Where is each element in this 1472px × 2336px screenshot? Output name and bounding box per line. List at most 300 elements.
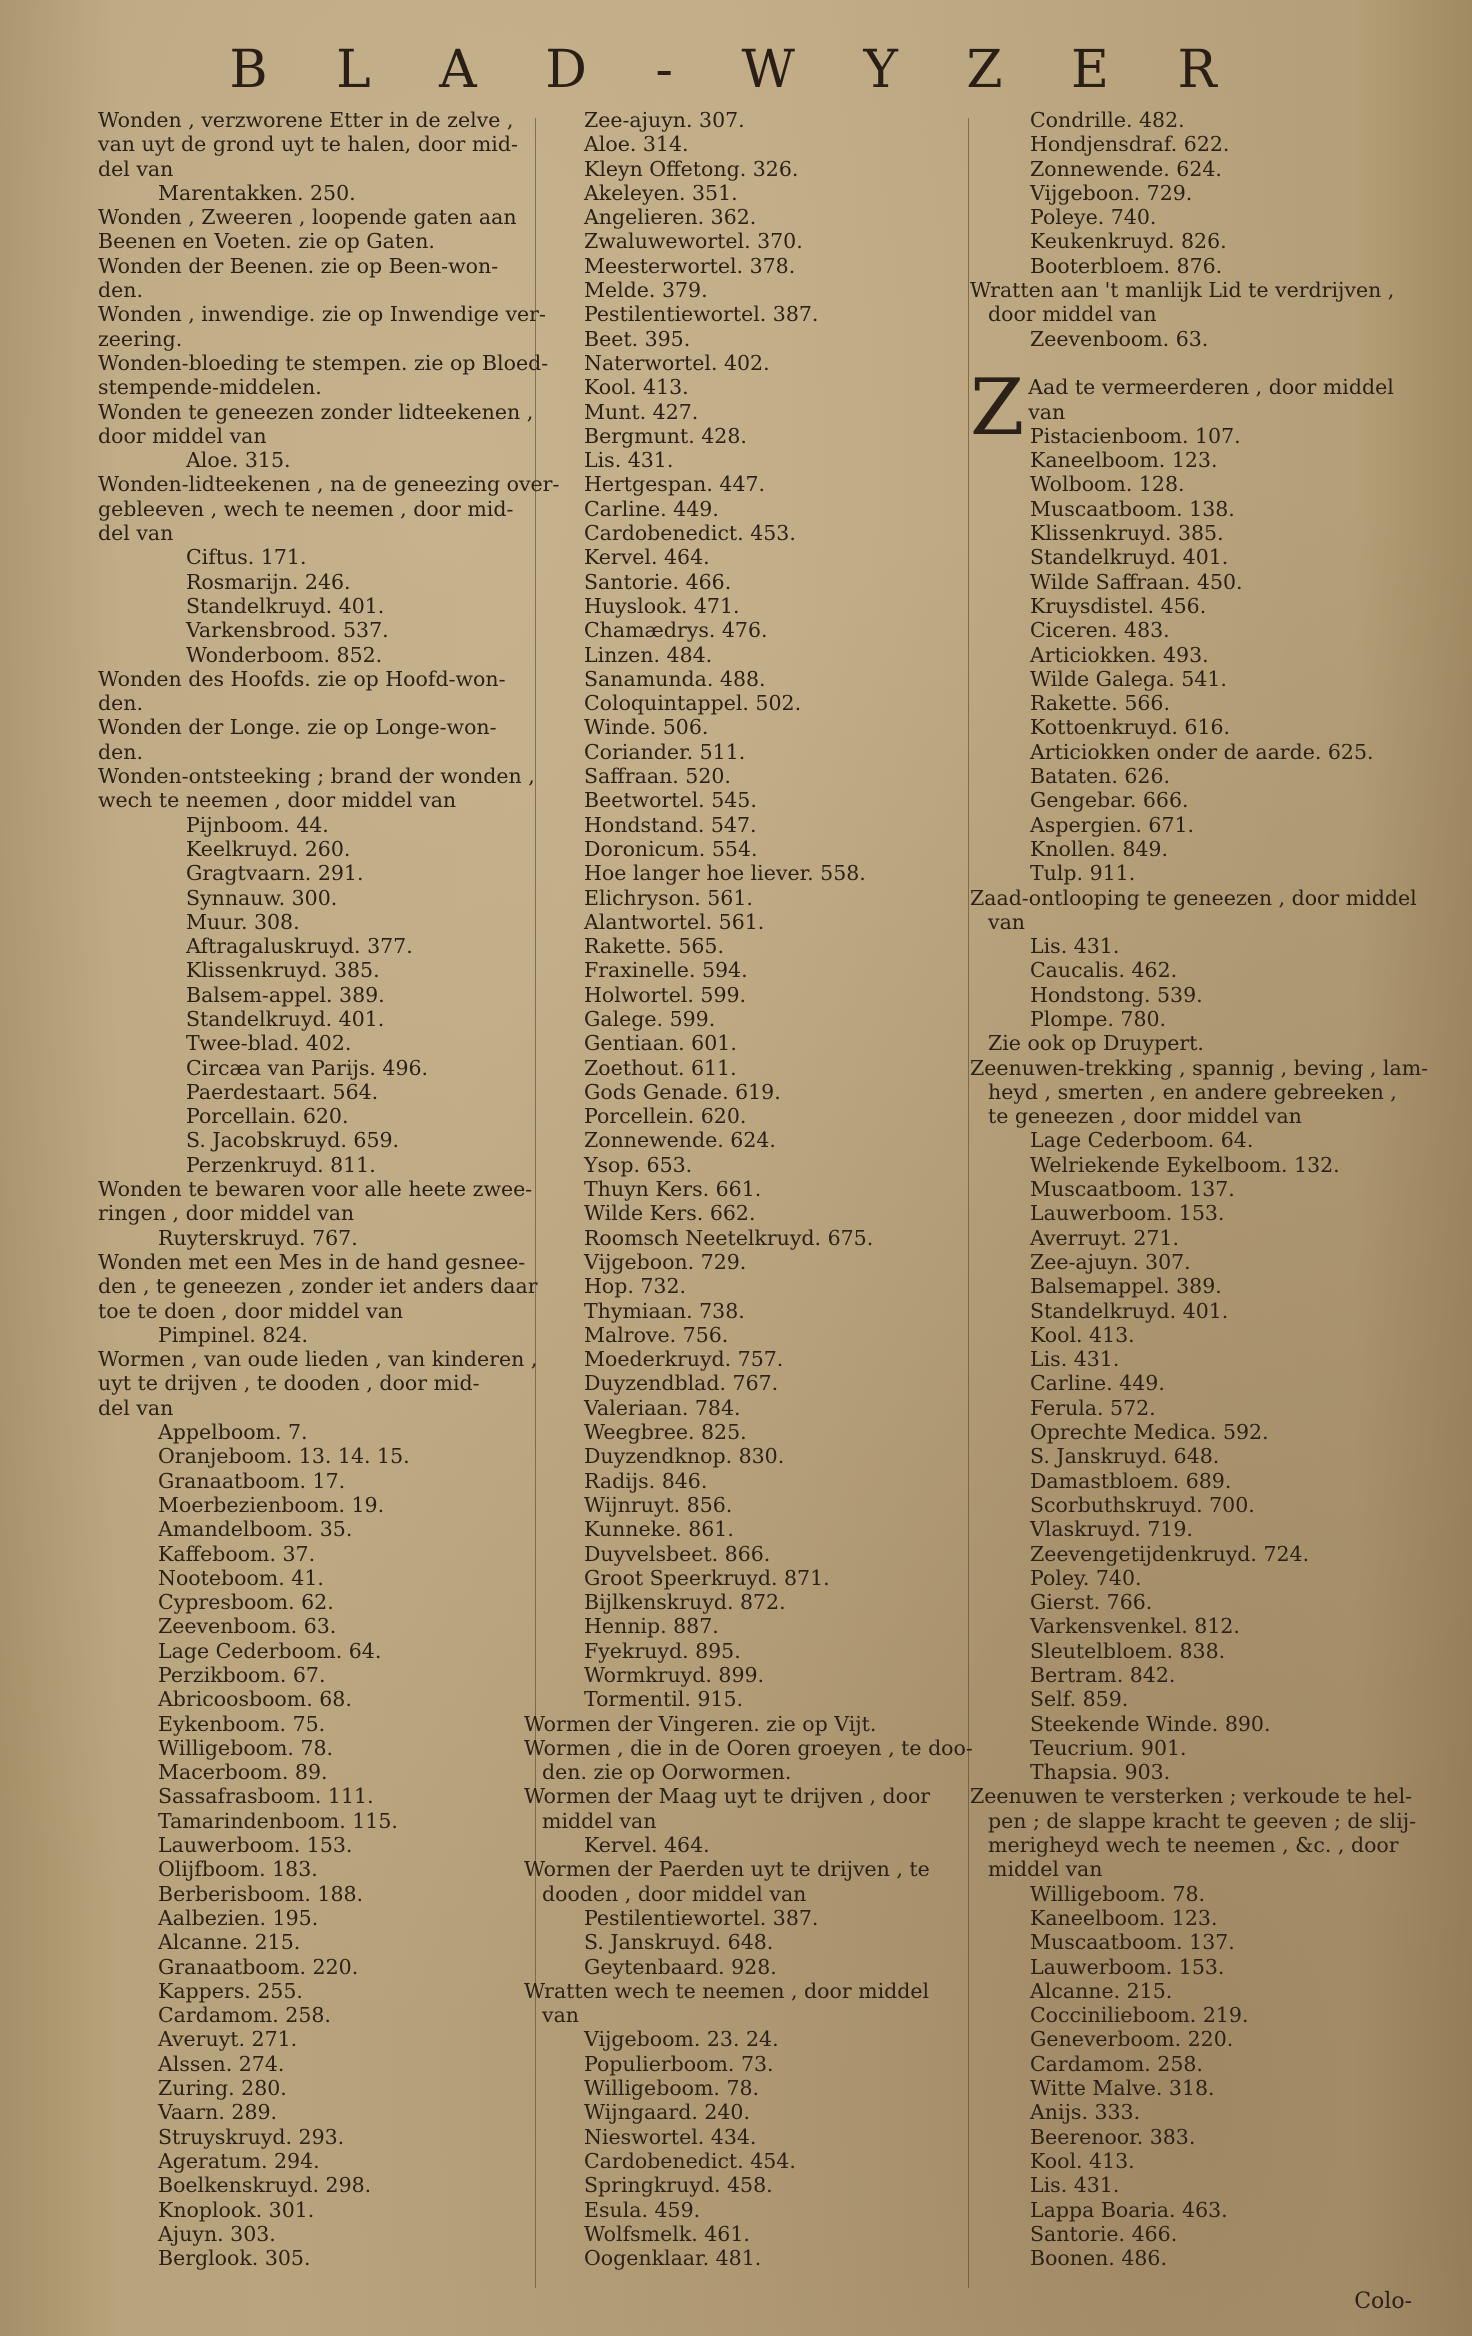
index-line [970,1444,1390,1468]
index-line [98,2076,530,2100]
index-line-text: Paerdestaart. 564. [186,1079,379,1104]
index-line [970,1614,1390,1638]
index-line-text: Gierst. 766. [1030,1590,1153,1615]
index-line [524,1347,954,1371]
index-line [98,837,530,861]
index-line-text: Zaad-ontlooping te geneezen , door middel [970,885,1417,910]
index-line [98,691,530,715]
index-line [970,861,1390,885]
index-line [970,570,1390,594]
index-line-text: door middel van [988,302,1157,327]
index-line-text: Aloe. 315. [186,448,291,473]
index-line [524,1517,954,1541]
index-line [524,1566,954,1590]
index-line-text: Carline. 449. [584,496,719,521]
index-line-text: Kaffeboom. 37. [158,1541,316,1566]
index-line [524,1639,954,1663]
index-line [524,861,954,885]
index-line [524,1493,954,1517]
index-line [524,934,954,958]
index-line-text: Oranjeboom. 13. 14. 15. [158,1444,410,1469]
index-line [524,2125,954,2149]
index-line [524,1031,954,1055]
index-line-text: van [542,2003,580,2028]
index-line-text: Chamædrys. 476. [584,618,768,643]
index-line-text: Groot Speerkruyd. 871. [584,1565,830,1590]
index-line-text: stempende-middelen. [98,375,322,400]
index-line [98,1833,530,1857]
index-line-text: Tamarindenboom. 115. [158,1808,398,1833]
index-line [524,643,954,667]
index-line [524,1663,954,1687]
index-line [98,1347,538,1372]
index-line [98,764,535,789]
index-line [524,2100,954,2124]
index-line [970,2222,1390,2246]
index-line [98,1712,530,1736]
index-line-text: Linzen. 484. [584,642,713,667]
index-line [524,2149,954,2173]
index-line [970,1784,1413,1809]
index-line [524,278,954,302]
index-line-text: Thapsia. 903. [1030,1760,1171,1785]
index-line [98,472,560,497]
index-line-text: van [1028,399,1066,424]
index-line [98,1201,530,1225]
index-line-text: Eykenboom. 75. [158,1711,326,1736]
index-line [970,1226,1390,1250]
index-line-text: Cardobenedict. 454. [584,2148,796,2173]
index-line [98,1371,530,1395]
index-line-text: Condrille. 482. [1030,108,1185,132]
index-line [98,861,530,885]
index-line [98,1056,530,1080]
index-line [970,885,1417,910]
index-line-text: Zie ook op Druypert. [988,1031,1204,1056]
index-line [970,983,1390,1007]
index-line [970,2173,1390,2197]
index-line [98,813,530,837]
index-line-text: Elichryson. 561. [584,885,753,910]
index-line [970,1177,1390,1201]
index-line [98,254,530,278]
index-line-text: Wolboom. 128. [1030,472,1185,497]
index-line-text: Sleutelbloem. 838. [1030,1638,1226,1663]
index-line [98,934,530,958]
index-line-text: Thuyn Kers. 661. [584,1177,762,1202]
index-line-text: Wratten wech te neemen , door middel [524,1978,930,2003]
index-line [970,2052,1390,2076]
index-line-text: gebleeven , wech te neemen , door mid- [98,496,514,521]
index-line-text: Keelkruyd. 260. [186,836,351,861]
index-line [98,886,530,910]
index-line [98,1517,530,1541]
index-line [98,618,530,642]
index-line-text: Wonden met een Mes in de hand gesnee- [98,1249,526,1274]
index-line-text: Valeriaan. 784. [584,1395,741,1420]
index-line-text: Zonnewende. 624. [1030,156,1222,181]
index-line-text: Lage Cederboom. 64. [158,1638,382,1663]
index-line [524,1735,973,1760]
index-line-text: Nieswortel. 434. [584,2124,757,2149]
index-line-text: del van [98,521,174,546]
index-line-text: Wonden , Zweeren , loopende gaten aan [98,205,517,230]
index-line [970,1323,1390,1347]
index-line-text: Galege. 599. [584,1006,716,1031]
index-line-text: Wilde Saffraan. 450. [1030,569,1243,594]
index-line-text: Hondstand. 547. [584,812,757,837]
index-line [524,1979,954,2003]
index-line-text: Plompe. 780. [1030,1006,1167,1031]
index-line [970,351,1390,375]
index-line [98,132,530,156]
index-line [98,1736,530,1760]
index-line [524,1007,954,1031]
index-line-text: Kaneelboom. 123. [1030,448,1218,473]
index-line-text: Oprechte Medica. 592. [1030,1420,1269,1445]
index-line [970,327,1390,351]
catchword: Colo- [1354,2289,1412,2314]
index-line-text: Perzenkruyd. 811. [186,1152,376,1177]
index-line [970,157,1390,181]
index-line-text: Wormen der Vingeren. zie op Vijt. [524,1711,877,1736]
index-line-text: Tormentil. 915. [584,1687,744,1712]
index-line-text: Wolfsmelk. 461. [584,2221,750,2246]
index-line [98,715,530,739]
index-line-text: Duyvelsbeet. 866. [584,1541,771,1566]
index-line [970,181,1390,205]
index-line [970,1274,1390,1298]
index-line-text: van uyt de grond uyt te halen, door mid- [98,132,518,157]
index-line [970,400,1390,424]
index-line [98,1955,530,1979]
index-line [524,327,954,351]
index-line-text: Wonden der Beenen. zie op Been-won- [98,253,499,278]
index-line-text: Moederkruyd. 757. [584,1347,784,1372]
index-line-text: del van [98,156,174,181]
index-line [970,1906,1390,1930]
index-line-text: Ysop. 653. [584,1152,693,1177]
index-line-text: Meesterwortel. 378. [584,253,796,278]
index-line-text: Wonderboom. 852. [186,642,383,667]
index-line [970,2100,1390,2124]
index-line [524,813,954,837]
index-line [98,2125,530,2149]
index-line [970,1396,1390,1420]
index-line [524,1177,954,1201]
index-line-text: Ferula. 572. [1030,1395,1156,1420]
index-line-text: Standelkruyd. 401. [1030,545,1229,570]
index-line [524,1274,954,1298]
index-line-text: Kool. 413. [1030,1322,1135,1347]
index-line-text: Fraxinelle. 594. [584,958,748,983]
index-line [98,375,530,399]
index-line-text: Zuring. 280. [158,2076,287,2101]
index-line [524,521,954,545]
index-line-text: Wilde Kers. 662. [584,1201,756,1226]
index-line-text: Muscaatboom. 138. [1030,496,1235,521]
index-line-text: den , te geneezen , zonder iet anders daar [98,1274,538,1299]
index-line-text: Bergmunt. 428. [584,423,747,448]
index-line [524,545,954,569]
index-line-text: Anijs. 333. [1030,2100,1141,2125]
index-line [524,910,954,934]
index-line-text: Moerbezienboom. 19. [158,1492,385,1517]
index-line [970,1542,1390,1566]
index-line-text: Cypresboom. 62. [158,1590,334,1615]
index-line-text: Rakette. 565. [584,934,724,959]
index-line-text: Ajuyn. 303. [158,2221,276,2246]
column-rule-right [968,118,969,2288]
index-line [970,2246,1390,2270]
index-line-text: Klissenkruyd. 385. [1030,521,1224,546]
index-line-text: Cardamom. 258. [158,2003,331,2028]
index-line-text: pen ; de slappe kracht te geeven ; de slij- [988,1808,1417,1833]
index-line-text: Standelkruyd. 401. [1030,1298,1229,1323]
index-line [970,472,1390,496]
index-line [98,958,530,982]
index-line [970,910,1390,934]
index-line [98,1930,530,1954]
index-line [524,2198,954,2222]
index-line [970,1808,1417,1833]
index-line-text: Naterwortel. 402. [584,350,770,375]
index-line [524,1930,954,1954]
index-line-text: Melde. 379. [584,278,708,303]
index-line-text: Duyzendblad. 767. [584,1371,779,1396]
index-line-text: Articiokken onder de aarde. 625. [1030,739,1374,764]
index-line [524,2173,954,2197]
index-line [970,1639,1390,1663]
index-line [524,1882,954,1906]
index-line-text: Knoplook. 301. [158,2197,315,2222]
index-line [970,1469,1390,1493]
index-line [524,1250,954,1274]
index-line [524,1469,954,1493]
index-line-text: Gentiaan. 601. [584,1031,737,1056]
index-line-text: Wijnruyt. 856. [584,1492,733,1517]
index-line-text: Varkensvenkel. 812. [1030,1614,1240,1639]
index-line [98,910,530,934]
index-line-text: Steekende Winde. 890. [1030,1711,1271,1736]
index-line-text: Granaatboom. 17. [158,1468,346,1493]
index-line [524,1323,954,1347]
index-line [98,1857,530,1881]
index-line [970,2003,1390,2027]
index-line-text: heyd , smerten , en andere gebreeken , [988,1079,1397,1104]
index-line [970,1687,1390,1711]
index-line [524,1226,954,1250]
index-line [970,1590,1390,1614]
index-line [970,2198,1390,2222]
index-line [98,1542,530,1566]
index-line [524,400,954,424]
index-column-1 [98,108,560,2271]
index-line [524,1955,954,1979]
index-line [970,1299,1390,1323]
index-line-text: Varkensbrood. 537. [186,618,389,643]
index-line-text: del van [98,1395,174,1420]
index-line [98,1396,530,1420]
index-line [524,2076,954,2100]
index-line [98,1323,530,1347]
index-line [98,1882,530,1906]
index-line-text: Marentakken. 250. [158,180,356,205]
index-line [524,108,954,132]
index-line [524,1712,954,1736]
index-line-text: door middel van [98,423,267,448]
index-line [98,2100,530,2124]
index-line-text: Berberisboom. 188. [158,1881,364,1906]
index-line [98,205,530,229]
index-line [524,1299,954,1323]
index-line-text: Winde. 506. [584,715,709,740]
index-line-text: Teucrium. 901. [1030,1735,1187,1760]
index-line-text: den. [98,278,143,303]
drop-capital: Z [970,363,1025,454]
index-line-text: Wormen , die in de Ooren groeyen , te doo- [524,1735,973,1760]
index-line-text: Beerenoor. 383. [1030,2124,1196,2149]
index-line-text: Sassafrasboom. 111. [158,1784,374,1809]
index-column-2 [524,108,973,2271]
index-line [970,837,1390,861]
index-line-text: Wormen , van oude lieden , van kinderen , [98,1347,538,1372]
index-line-text: den. zie op Oorwormen. [542,1760,792,1785]
index-line [970,1736,1390,1760]
index-line [98,278,530,302]
index-line-text: Wormen der Paerden uyt te drijven , te [524,1857,930,1882]
index-line [970,1712,1390,1736]
index-line-text: Bertram. 842. [1030,1663,1176,1687]
index-line [970,1517,1390,1541]
index-line [970,934,1390,958]
index-line-text: Hertgespan. 447. [584,472,766,497]
index-line [98,108,530,132]
index-line [970,205,1390,229]
index-line-text: Zonnewende. 624. [584,1128,776,1153]
index-line [970,667,1390,691]
index-line [524,2246,954,2270]
index-line [970,278,1395,303]
index-line-text: Kool. 413. [1030,2148,1135,2173]
index-line [524,472,954,496]
index-line [524,181,954,205]
index-line [970,229,1390,253]
index-line [524,570,954,594]
index-line [98,181,530,205]
index-line [98,2003,530,2027]
index-line-text: Kaneelboom. 123. [1030,1905,1218,1930]
index-line-text: Fyekruyd. 895. [584,1638,741,1663]
index-line [524,1833,954,1857]
index-line [98,1031,530,1055]
index-line [524,157,954,181]
index-line [524,229,954,253]
index-line-text: Averuyt. 271. [158,2027,298,2052]
index-line-text: Standelkruyd. 401. [186,593,385,618]
index-line-text: Knollen. 849. [1030,836,1168,861]
index-line-text: Zeenuwen-trekking , spannig , beving , lam- [970,1055,1429,1080]
index-line-text: middel van [542,1808,657,1833]
index-line [98,1979,530,2003]
index-line-text: Hop. 732. [584,1274,687,1299]
index-line-text: Santorie. 466. [584,569,732,594]
index-line [524,1784,954,1808]
index-line-text: Bataten. 626. [1030,764,1170,789]
index-line [524,837,954,861]
index-line [524,351,954,375]
index-line [98,350,549,375]
index-line-text: Doronicum. 554. [584,836,758,861]
index-line-text: Beetwortel. 545. [584,788,757,813]
index-line [970,1663,1390,1687]
index-line-text: Kunneke. 861. [584,1517,734,1542]
index-line-text: Santorie. 466. [1030,2221,1178,2246]
index-line [98,1784,530,1808]
index-line [970,497,1390,521]
index-line [970,1955,1390,1979]
index-column-3 [970,108,1429,2271]
index-line-text: Lauwerboom. 153. [158,1833,353,1858]
index-line [98,399,534,424]
index-line-text: Alssen. 274. [158,2051,285,2076]
index-line [970,2027,1390,2051]
index-line-text: Pestilentiewortel. 387. [584,302,819,327]
index-line-text: Lage Cederboom. 64. [1030,1128,1254,1153]
index-line-text: Witte Malve. 318. [1030,2076,1215,2101]
index-line [524,1760,954,1784]
index-line [98,1299,530,1323]
index-line-text: den. [98,691,143,716]
index-line [524,1687,954,1711]
index-line-text: Perzikboom. 67. [158,1663,326,1687]
index-line [524,1371,954,1395]
index-line [524,1809,954,1833]
index-line [524,983,954,1007]
index-line-text: Vaarn. 289. [158,2100,278,2125]
index-line-text: Lauwerboom. 153. [1030,1201,1225,1226]
index-line-text: Vijgeboon. 729. [1030,180,1193,205]
index-line [98,1104,530,1128]
index-line-text: Beet. 395. [584,326,691,351]
index-line-text: Zwaluwewortel. 370. [584,229,803,254]
index-line [98,1226,530,1250]
index-line [98,2027,530,2051]
index-line-text: Synnauw. 300. [186,885,338,910]
index-line [524,715,954,739]
index-line-text: Pimpinel. 824. [158,1322,309,1347]
index-line [524,2052,954,2076]
index-line [970,108,1390,132]
index-line [970,254,1390,278]
index-line [98,1566,530,1590]
index-line [970,2076,1390,2100]
index-line [98,1663,530,1687]
index-line-text: Aalbezien. 195. [158,1905,319,1930]
index-line-text: Ciftus. 171. [186,545,307,570]
index-line-text: Wonden te geneezen zonder lidteekenen , [98,399,534,424]
index-line-text: Poleye. 740. [1030,205,1157,230]
index-line [524,667,954,691]
index-line-text: Vlaskruyd. 719. [1030,1517,1193,1542]
index-line-text: uyt te drijven , te dooden , door mid- [98,1371,480,1396]
index-line-text: Wonden-ontsteeking ; brand der wonden , [98,764,535,789]
index-line [970,788,1390,812]
index-line-text: Muur. 308. [186,909,300,934]
index-line-text: te geneezen , door middel van [988,1104,1302,1129]
index-line-text: Averruyt. 271. [1030,1225,1179,1250]
index-line-text: Olijfboom. 183. [158,1857,318,1882]
